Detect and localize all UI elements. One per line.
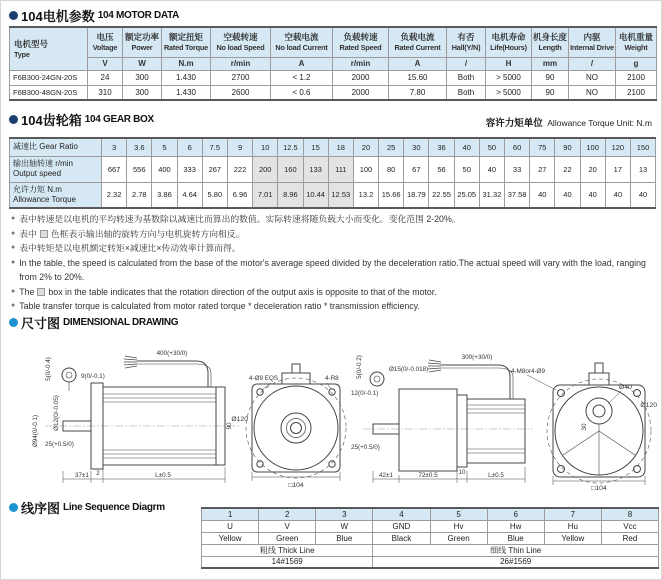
motor-col-header-zh: 负载电流 <box>400 32 435 43</box>
gear-value-cell: 25.05 <box>454 182 479 208</box>
gear-value-cell: 40 <box>630 182 655 208</box>
motor-col-header <box>162 27 211 57</box>
motor-col-header-zh: 有否 <box>457 32 475 43</box>
gear-value-cell: 27 <box>530 156 555 182</box>
motor-value-cell: 2000 <box>333 70 389 85</box>
dim-72-label: 72±0.5 <box>418 472 438 479</box>
dimensional-drawing-section-title <box>9 313 178 332</box>
gear-row-label <box>10 138 102 156</box>
gear-value-cell: 13 <box>630 156 655 182</box>
motor-value-cell: < 1.2 <box>271 70 333 85</box>
motor-col-header-en: Internal Drive <box>570 43 614 53</box>
line-cell: Hv <box>430 520 487 532</box>
motor-col-header-en: Weight <box>624 43 648 53</box>
motor-value-cell: 2000 <box>333 85 389 100</box>
line-cell: 6 <box>487 508 544 520</box>
line-group-cell: 细线 Thin Line <box>373 544 659 556</box>
motor-col-unit: r/min <box>333 57 389 70</box>
note-text: 表中 色框表示输出轴的旋转方向与电机旋转方向相反。 <box>19 228 245 239</box>
motor-value-cell: NO <box>569 85 616 100</box>
line-cell: W <box>316 520 373 532</box>
gear-value-cell: 133 <box>303 156 328 182</box>
line-cell: 7 <box>544 508 601 520</box>
gear-value-cell: 90 <box>555 138 580 156</box>
motor-value-cell: Both <box>447 85 486 100</box>
gear-value-cell: 160 <box>278 156 303 182</box>
section-title-en: DIMENSIONAL DRAWING <box>63 317 179 328</box>
gear-value-cell: 4.64 <box>177 182 202 208</box>
gear-value-cell: 6 <box>177 138 202 156</box>
motor-col-header <box>88 27 123 57</box>
dim-body-height-label: 90 <box>226 422 233 430</box>
gear-row-label-line: Output speed <box>13 169 62 178</box>
motor-col-header-zh: 电机型号 <box>14 38 49 49</box>
note-text: In the table, the speed is calculated from the base of the motor's average speed divided by the deceleration ratio.The actual speed will vary with the load, ranging from 2% to 20%. <box>19 257 646 282</box>
line-signal-row <box>202 520 659 532</box>
motor-value-cell: 2700 <box>211 70 271 85</box>
section-title-zh: 尺寸图 <box>21 316 61 331</box>
motor-col-unit: W <box>123 57 162 70</box>
gear-output-speed-row <box>10 156 656 182</box>
gear-value-cell: 22 <box>555 156 580 182</box>
note-text: 表中转矩是以电机额定转矩×减速比×传动效率计算而得。 <box>19 243 241 253</box>
dim-corner-radius-label: 4-R8 <box>325 375 339 382</box>
gear-value-cell: 556 <box>127 156 152 182</box>
gear-value-cell: 3 <box>102 138 127 156</box>
note-bullet-icon: ● <box>11 229 16 237</box>
gear-value-cell: 10.44 <box>303 182 328 208</box>
motor-value-cell: 15.60 <box>389 70 447 85</box>
gear-value-cell: 50 <box>454 156 479 182</box>
motor-value-cell: 90 <box>532 70 569 85</box>
gearmotor-side-view-drawing <box>363 360 556 483</box>
motor-col-header-en: No load Current <box>275 43 328 53</box>
gear-value-cell: 56 <box>429 156 454 182</box>
motor-col-unit: g <box>616 57 657 70</box>
dim-connector-width-label: 12(0/-0.1) <box>351 390 379 397</box>
motor-data-section-title <box>9 6 179 25</box>
line-cell: Hw <box>487 520 544 532</box>
unit-note-en: Allowance Torque Unit: N.m <box>547 118 652 128</box>
note-text: The box in the table indicates that the rotation direction of the output axis is opposite to that of the motor. <box>19 286 437 297</box>
line-color-row <box>202 532 659 544</box>
motor-value-cell: 300 <box>123 70 162 85</box>
gear-value-cell: 40 <box>605 182 630 208</box>
section-bullet-icon <box>9 11 18 20</box>
motor-col-header <box>569 27 616 57</box>
gear-value-cell: 222 <box>227 156 252 182</box>
gear-value-cell: 3.6 <box>127 138 152 156</box>
line-cell: Yellow <box>544 532 601 544</box>
line-cell: Green <box>259 532 316 544</box>
dim-square-size-label: □104 <box>288 482 304 489</box>
gear-row-label <box>10 156 102 182</box>
gear-value-cell: 37.58 <box>505 182 530 208</box>
gear-value-cell: 6.96 <box>227 182 252 208</box>
motor-data-row <box>10 85 657 100</box>
motor-col-header <box>271 27 333 57</box>
motor-col-header <box>447 27 486 57</box>
gear-value-cell: 100 <box>580 138 605 156</box>
line-cell: V <box>259 520 316 532</box>
note-text: Table transfer torque is calculated from motor rated torque * deceleration ratio * transmission efficiency. <box>19 301 420 311</box>
section-bullet-icon <box>9 503 18 512</box>
gear-value-cell: 2.78 <box>127 182 152 208</box>
gear-value-cell: 40 <box>530 182 555 208</box>
motor-col-header-en: Rated Current <box>394 43 441 53</box>
motor-col-header-zh: 额定功率 <box>124 32 159 43</box>
gear-value-cell: 267 <box>202 156 227 182</box>
motor-value-cell: 24 <box>88 70 123 85</box>
dim-connector-height-label: 5(0/-0.4) <box>45 357 52 381</box>
section-bullet-icon <box>9 115 18 124</box>
note-item <box>11 212 657 227</box>
gear-value-cell: 120 <box>605 138 630 156</box>
section-title-en: 104 GEAR BOX <box>84 114 154 125</box>
motor-col-unit: A <box>389 57 447 70</box>
section-title-en: Line Sequence Diagrm <box>63 502 165 513</box>
line-group-cell: 14#1569 <box>202 556 373 568</box>
motor-value-cell: 2100 <box>616 85 657 100</box>
motor-col-header-en: Power <box>131 43 153 53</box>
gearbox-table <box>9 137 656 209</box>
motor-value-cell: 90 <box>532 85 569 100</box>
motor-col-unit: mm <box>532 57 569 70</box>
line-cell: Vcc <box>601 520 658 532</box>
motor-value-cell: 2600 <box>211 85 271 100</box>
motor-col-header-en: Length <box>538 43 562 53</box>
dim-plate-label: 2 <box>96 470 100 477</box>
motor-units-row <box>10 57 657 70</box>
motor-col-header-zh: 机身长度 <box>532 32 567 43</box>
dim-shaft-diameter-label: Ø12(0/-0.05) <box>53 395 60 431</box>
gear-value-cell: 18.79 <box>404 182 429 208</box>
motor-value-cell: < 0.6 <box>271 85 333 100</box>
line-cell: Yellow <box>202 532 259 544</box>
line-cell: GND <box>373 520 430 532</box>
motor-col-unit: / <box>447 57 486 70</box>
gear-value-cell: 15 <box>303 138 328 156</box>
line-cell: U <box>202 520 259 532</box>
motor-value-cell: 7.80 <box>389 85 447 100</box>
dim-body-length-label: L±0.5 <box>488 472 504 479</box>
gear-value-cell: 40 <box>454 138 479 156</box>
motor-col-unit: A <box>271 57 333 70</box>
motor-col-unit: H <box>486 57 532 70</box>
motor-value-cell: > 5000 <box>486 85 532 100</box>
motor-value-cell: 1.430 <box>162 85 211 100</box>
line-sequence-table <box>201 507 659 569</box>
motor-col-header-en: Type <box>14 49 30 59</box>
note-item <box>11 299 657 314</box>
motor-col-header-zh: 电机重量 <box>618 32 653 43</box>
gear-value-cell: 25 <box>379 138 404 156</box>
motor-col-header-zh: 电压 <box>96 32 114 43</box>
line-cell: Red <box>601 532 658 544</box>
gear-value-cell: 17 <box>605 156 630 182</box>
dim-circle-diameter-label: Ø120 <box>231 416 248 423</box>
line-cell: Blue <box>487 532 544 544</box>
line-cell: Blue <box>316 532 373 544</box>
motor-col-header <box>10 27 88 70</box>
line-cell: 5 <box>430 508 487 520</box>
motor-col-header-zh: 空载转速 <box>223 32 258 43</box>
note-item <box>11 241 657 256</box>
unit-note-zh: 容许力矩单位 <box>485 118 543 129</box>
motor-model-cell: F6B300-48GN-20S <box>10 85 88 100</box>
line-cell: 2 <box>259 508 316 520</box>
line-table-body <box>202 508 659 568</box>
motor-col-header-zh: 电机寿命 <box>491 32 526 43</box>
note-item <box>11 285 657 300</box>
gearbox-section-title <box>9 110 154 129</box>
line-cell: 3 <box>316 508 373 520</box>
gear-value-cell: 40 <box>580 182 605 208</box>
gear-value-cell: 40 <box>555 182 580 208</box>
line-group-cell: 26#1569 <box>373 556 659 568</box>
line-cell: Black <box>373 532 430 544</box>
note-text: 表中转速是以电机的平均转速为基数除以减速比而算出的数值。实际转速将随负载大小而变化。变化范围 2-20%。 <box>19 214 461 224</box>
gear-ratio-row <box>10 138 656 156</box>
note-bullet-icon: ● <box>11 215 16 222</box>
dim-body-length-label: L±0.5 <box>155 472 171 479</box>
gray-box-icon <box>40 230 48 238</box>
gear-value-cell: 30 <box>404 138 429 156</box>
note-bullet-icon: ● <box>11 244 16 251</box>
gear-value-cell: 75 <box>530 138 555 156</box>
section-bullet-icon <box>9 318 18 327</box>
motor-side-view-drawing <box>45 356 239 483</box>
motor-col-header <box>333 27 389 57</box>
line-cell: Hu <box>544 520 601 532</box>
motor-table-head <box>10 27 657 70</box>
note-item <box>11 227 657 242</box>
motor-value-cell: 300 <box>123 85 162 100</box>
gear-value-cell: 200 <box>253 156 278 182</box>
gear-value-cell: 9 <box>227 138 252 156</box>
gear-value-cell: 36 <box>429 138 454 156</box>
motor-value-cell: Both <box>447 70 486 85</box>
gear-value-cell: 12.5 <box>278 138 303 156</box>
line-pin-row <box>202 508 659 520</box>
dim-shaft-length-label: 25(+0.5/0) <box>351 444 380 451</box>
gear-value-cell: 400 <box>152 156 177 182</box>
motor-col-header-en: Rated Speed <box>339 43 382 53</box>
gear-value-cell: 60 <box>505 138 530 156</box>
motor-col-header <box>616 27 657 57</box>
dim-connector-height-label: 5(0/-0.2) <box>356 355 363 379</box>
gear-row-label <box>10 182 102 208</box>
gear-value-cell: 13.2 <box>353 182 378 208</box>
motor-col-header-en: No load Speed <box>216 43 265 53</box>
section-title-zh: 线序图 <box>21 501 61 516</box>
motor-col-header-en: Rated Torque <box>163 43 209 53</box>
line-cell: 8 <box>601 508 658 520</box>
note-bullet-icon: ● <box>11 287 16 295</box>
dim-mount-holes-label: 4-Ø9 EQS <box>249 375 279 382</box>
line-thickness-row <box>202 544 659 556</box>
motor-data-table <box>9 26 657 101</box>
motor-col-header-en: Voltage <box>92 43 118 53</box>
gear-row-label-line: 允许力矩 N.m <box>13 184 62 194</box>
dim-shaft-length-label: 25(+0.5/0) <box>45 441 74 448</box>
line-sequence-section-title <box>9 498 165 517</box>
line-cell: 4 <box>373 508 430 520</box>
line-cell: 1 <box>202 508 259 520</box>
dim-square-size-label: □104 <box>591 485 607 491</box>
gear-value-cell: 10 <box>253 138 278 156</box>
motor-col-header-en: Hall(Y/N) <box>451 43 481 53</box>
dim-boss-diameter-label: Ø94(0/-0.1) <box>32 414 39 448</box>
notes-list <box>11 212 657 314</box>
gear-allowance-torque-row <box>10 182 656 208</box>
motor-col-header <box>389 27 447 57</box>
motor-col-unit: N.m <box>162 57 211 70</box>
gear-row-label-line: 输出轴转速 r/min <box>13 159 73 168</box>
gear-value-cell: 667 <box>102 156 127 182</box>
dim-front-length-label: 37±1 <box>75 472 89 479</box>
gear-value-cell: 22.55 <box>429 182 454 208</box>
motor-col-header-zh: 空载电流 <box>284 32 319 43</box>
gear-value-cell: 67 <box>404 156 429 182</box>
motor-data-row <box>10 70 657 85</box>
gear-value-cell: 20 <box>580 156 605 182</box>
gear-value-cell: 5.80 <box>202 182 227 208</box>
gear-value-cell: 80 <box>379 156 404 182</box>
motor-value-cell: 2100 <box>616 70 657 85</box>
note-bullet-icon: ● <box>11 302 16 309</box>
gear-value-cell: 20 <box>353 138 378 156</box>
note-bullet-icon: ● <box>11 258 16 266</box>
dim-boss-diameter-label: Ø40 <box>619 384 632 391</box>
section-title-zh: 104齿轮箱 <box>21 113 82 128</box>
gear-value-cell: 100 <box>353 156 378 182</box>
gear-value-cell: 50 <box>479 138 504 156</box>
motor-col-header <box>532 27 569 57</box>
line-gauge-row <box>202 556 659 568</box>
gear-value-cell: 2.32 <box>102 182 127 208</box>
motor-col-header <box>211 27 271 57</box>
gearmotor-front-view-drawing <box>547 363 651 485</box>
dim-connector-diameter-label: Ø15(0/-0.018) <box>389 366 429 373</box>
motor-value-cell: > 5000 <box>486 70 532 85</box>
line-group-cell: 粗线 Thick Line <box>202 544 373 556</box>
gear-value-cell: 5 <box>152 138 177 156</box>
gear-value-cell: 150 <box>630 138 655 156</box>
motor-col-header-zh: 额定扭矩 <box>168 32 203 43</box>
motor-col-header <box>486 27 532 57</box>
dim-connector-label: 9(0/-0.1) <box>81 373 105 380</box>
gear-value-cell: 7.01 <box>253 182 278 208</box>
line-cell: Green <box>430 532 487 544</box>
gear-value-cell: 111 <box>328 156 353 182</box>
motor-col-header <box>123 27 162 57</box>
dim-10-label: 10 <box>458 469 466 476</box>
gear-value-cell: 8.96 <box>278 182 303 208</box>
dimensional-drawings <box>5 331 659 491</box>
gear-table-body <box>10 138 656 208</box>
gear-value-cell: 333 <box>177 156 202 182</box>
motor-col-unit: V <box>88 57 123 70</box>
dim-offset-label: 30 <box>581 423 588 431</box>
gear-value-cell: 12.53 <box>328 182 353 208</box>
motor-value-cell: 1.430 <box>162 70 211 85</box>
note-item <box>11 256 657 285</box>
section-title-zh: 104电机参数 <box>21 9 95 24</box>
motor-col-header-zh: 负载转速 <box>343 32 378 43</box>
gear-value-cell: 40 <box>479 156 504 182</box>
motor-col-header-en: Life(Hours) <box>490 43 527 53</box>
motor-value-cell: 310 <box>88 85 123 100</box>
motor-header-row <box>10 27 657 57</box>
motor-col-unit: / <box>569 57 616 70</box>
gear-row-label-line: Allowance Torque <box>13 194 77 204</box>
gear-value-cell: 7.5 <box>202 138 227 156</box>
motor-model-cell: F6B300-24GN-20S <box>10 70 88 85</box>
gray-box-icon <box>37 288 45 296</box>
gear-value-cell: 31.32 <box>479 182 504 208</box>
dim-mount-holes-label: 4-M8or4-Ø9 <box>511 368 545 375</box>
allowance-torque-unit-note <box>486 113 652 131</box>
dim-circle-diameter-label: Ø120 <box>640 402 657 409</box>
dim-cable-length-label: 400(+30/0) <box>156 350 188 357</box>
gear-row-label-line: 减速比 Gear Ratio <box>13 142 78 152</box>
dim-42-label: 42±1 <box>379 472 393 479</box>
gear-value-cell: 15.66 <box>379 182 404 208</box>
dim-cable-length-label: 300(+30/0) <box>461 354 493 361</box>
motor-col-header-zh: 内驱 <box>583 32 601 43</box>
motor-value-cell: NO <box>569 70 616 85</box>
motor-col-unit: r/min <box>211 57 271 70</box>
motor-table-body <box>10 70 657 100</box>
section-title-en: 104 MOTOR DATA <box>97 10 180 21</box>
gear-value-cell: 33 <box>505 156 530 182</box>
gear-value-cell: 3.86 <box>152 182 177 208</box>
gear-value-cell: 18 <box>328 138 353 156</box>
